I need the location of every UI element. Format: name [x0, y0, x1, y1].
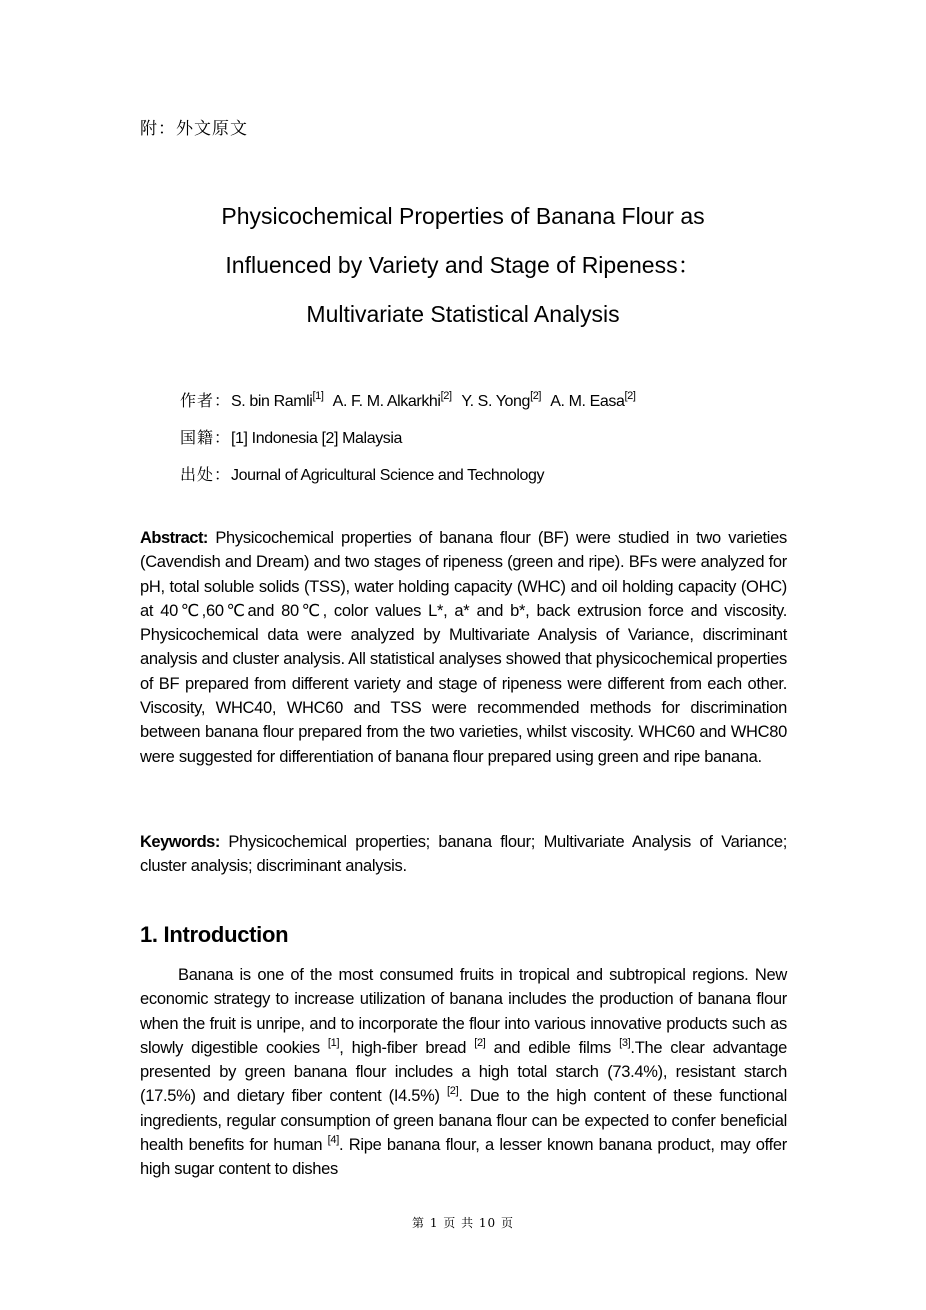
citation-ref: [1]: [327, 1036, 340, 1049]
title-line-3: Multivariate Statistical Analysis: [306, 301, 620, 327]
author-ref: [2]: [530, 390, 542, 402]
nationality-label: 国籍：: [180, 428, 232, 447]
source-line: [180, 462, 544, 485]
title-line-2: Influenced by Variety and Stage of Ripeness：: [225, 252, 701, 278]
author-name: S. bin Ramli: [231, 393, 313, 410]
authors-label: 作者：: [180, 391, 232, 410]
author-name: A. M. Easa: [550, 393, 625, 410]
author-ref: [2]: [440, 390, 452, 402]
introduction-heading: 1. Introduction: [140, 922, 289, 947]
citation-ref: [3]: [619, 1036, 631, 1049]
nationality-value: [1] Indonesia [2] Malaysia: [231, 430, 403, 447]
abstract-paragraph: [140, 526, 787, 769]
intro-text: and edible films: [485, 1038, 620, 1057]
introduction-paragraph: [140, 963, 787, 1182]
source-label: 出处：: [180, 465, 232, 484]
intro-text: . Ripe banana flour, a lesser known banana product, may offer high sugar content to dishes: [140, 1136, 787, 1179]
citation-ref: [2]: [474, 1036, 486, 1049]
intro-text: . Due to the high content of these functional ingredients, regular consumption of green banana flour can be expected to confer beneficial health benefits for human: [140, 1087, 787, 1155]
author-name: A. F. M. Alkarkhi: [332, 393, 441, 410]
abstract-text: Physicochemical properties of banana flour (BF) were studied in two varieties (Cavendish and Dream) and two stages of ripeness (green and ripe). BFs were analyzed for pH, total soluble solids (TSS), water holding capacity (WHC) and oil holding capacity (OHC) at 40℃,60℃and 80℃, color values L*, a* and b*, back extrusion force and viscosity. Physicochemical data were analyzed by Multivariate Analysis of Variance, discriminant analysis and cluster analysis. All statistical analyses showed that physicochemical properties of BF prepared from different variety and stage of ripeness were different from each other. Viscosity, WHC40, WHC60 and TSS were recommended methods for discrimination between banana flour prepared from the two varieties, whilst viscosity. WHC60 and WHC80 were suggested for differentiation of banana flour prepared using green and ripe banana.: [140, 529, 787, 766]
keywords-label: Keywords:: [140, 833, 220, 851]
paper-title: [130, 192, 796, 339]
intro-text: Banana is one of the most consumed fruits in tropical and subtropical regions. New economic strategy to increase utilization of banana includes the production of banana flour when the fruit is unripe, and to incorporate the flour into various innovative products such as slowly digestible cookies: [140, 966, 787, 1057]
authors-line: [180, 388, 636, 411]
source-value: Journal of Agricultural Science and Technology: [231, 467, 545, 484]
attachment-note: 附：外文原文: [140, 119, 248, 139]
author-ref: [2]: [624, 390, 636, 402]
intro-text: , high-fiber bread: [339, 1038, 475, 1057]
nationality-line: [180, 425, 402, 448]
author-name: Y. S. Yong: [461, 393, 531, 410]
title-line-1: Physicochemical Properties of Banana Flour as: [221, 203, 705, 229]
keywords-text: Physicochemical properties; banana flour; Multivariate Analysis of Variance; cluster analysis; discriminant analysis.: [140, 833, 787, 876]
abstract-label: Abstract:: [140, 529, 208, 547]
citation-ref: [4]: [327, 1134, 339, 1147]
intro-text: .The clear advantage presented by green banana flour includes a high total starch (73.4%), resistant starch (17.5%) and dietary fiber content (I4.5%): [140, 1038, 787, 1106]
author-ref: [1]: [312, 390, 324, 402]
citation-ref: [2]: [447, 1085, 459, 1098]
page-footer: 第 1 页 共 10 页: [412, 1216, 514, 1230]
keywords-paragraph: [140, 830, 787, 879]
